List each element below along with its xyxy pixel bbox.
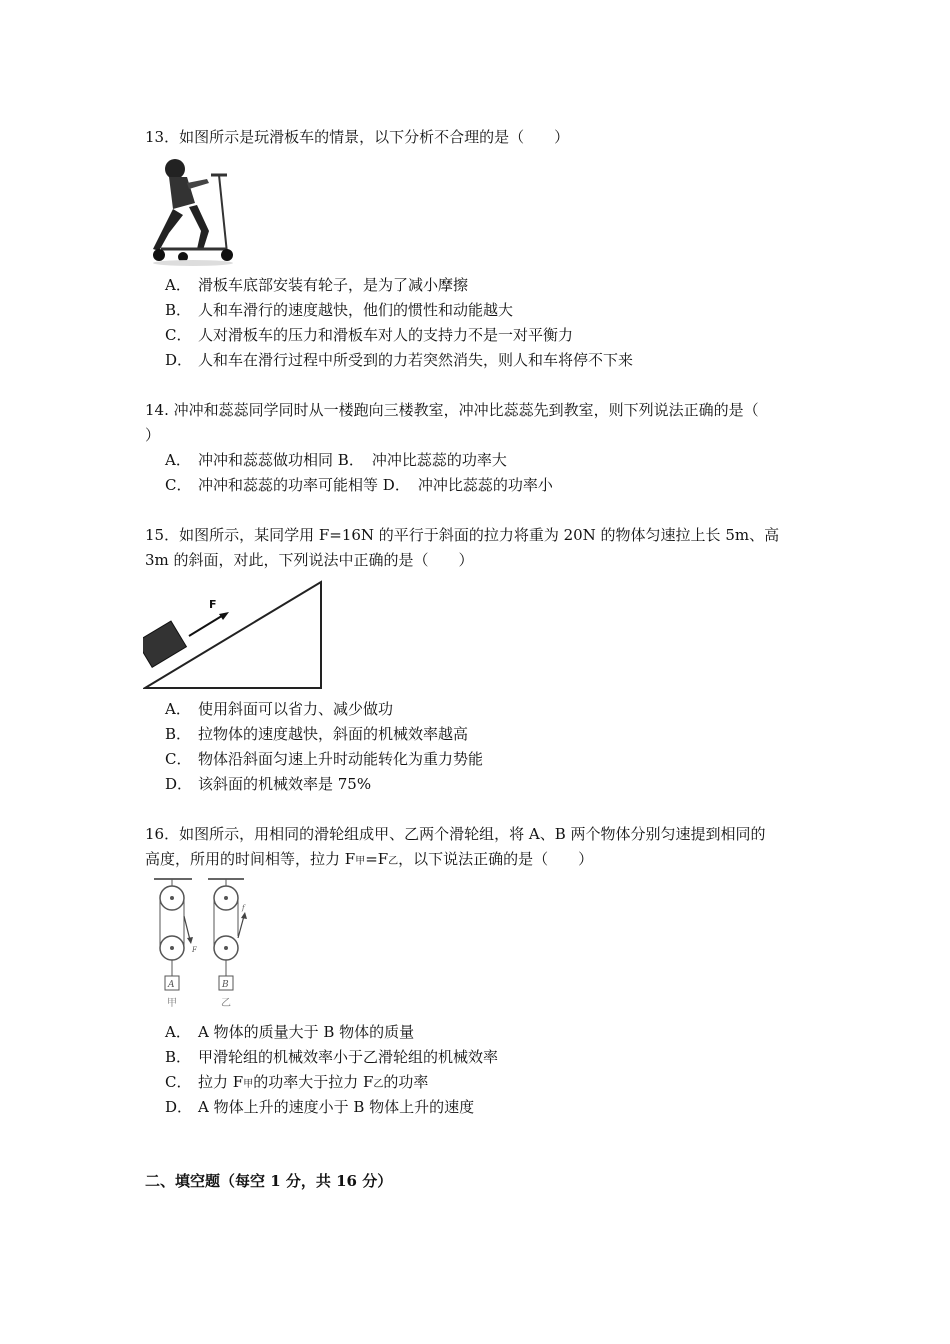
q15-stem-line2: 3m 的斜面，对此，下列说法中正确的是（ ） bbox=[145, 551, 474, 569]
pulley-label-jia: 甲 bbox=[167, 998, 177, 1009]
q15-option-d[interactable]: D． 该斜面的机械效率是 75% bbox=[165, 775, 372, 793]
q14-options-row2 bbox=[165, 473, 553, 498]
q13-option-b[interactable]: B． 人和车滑行的速度越快，他们的惯性和动能越大 bbox=[165, 301, 514, 319]
incline-figure bbox=[143, 578, 325, 690]
q16-stem bbox=[145, 822, 815, 874]
q14-stem-line2: ） bbox=[145, 426, 161, 444]
incline-force-label: F bbox=[209, 598, 217, 611]
pulley-figure bbox=[148, 876, 248, 1014]
q16-stem-line2: 高度，所用的时间相等，拉力 F甲=F乙，以下说法正确的是（ ） bbox=[145, 850, 594, 868]
q16-stem-line1: 16．如图所示，用相同的滑轮组成甲、乙两个滑轮组，将 A、B 两个物体分别匀速提到相同的 bbox=[145, 825, 766, 843]
q14-option-c[interactable]: C． 冲冲和蕊蕊的功率可能相等 bbox=[165, 476, 379, 494]
q15-option-b[interactable]: B． 拉物体的速度越快，斜面的机械效率越高 bbox=[165, 725, 469, 743]
q16-option-a[interactable]: A． A 物体的质量大于 B 物体的质量 bbox=[165, 1023, 415, 1041]
q13-option-c[interactable]: C． 人对滑板车的压力和滑板车对人的支持力不是一对平衡力 bbox=[165, 326, 574, 344]
pulley-force-label-jia: F bbox=[192, 946, 197, 954]
q15-option-a[interactable]: A． 使用斜面可以省力、减少做功 bbox=[165, 700, 394, 718]
q14-stem-line1: 14. 冲冲和蕊蕊同学同时从一楼跑向三楼教室，冲冲比蕊蕊先到教室，则下列说法正确的是（ bbox=[145, 401, 759, 419]
q15-stem-line1: 15．如图所示，某同学用 F=16N 的平行于斜面的拉力将重为 20N 的物体匀速拉上长 5m、高 bbox=[145, 526, 780, 544]
q15-option-c[interactable]: C． 物体沿斜面匀速上升时动能转化为重力势能 bbox=[165, 750, 484, 768]
q14-option-a[interactable]: A． 冲冲和蕊蕊做功相同 bbox=[165, 451, 334, 469]
scooter-figure bbox=[143, 153, 239, 269]
q13-option-a[interactable]: A． 滑板车底部安装有轮子，是为了减小摩擦 bbox=[165, 276, 469, 294]
q16-option-b[interactable]: B． 甲滑轮组的机械效率小于乙滑轮组的机械效率 bbox=[165, 1048, 499, 1066]
pulley-box-b: B bbox=[222, 980, 229, 990]
q13-option-d[interactable]: D． 人和车在滑行过程中所受到的力若突然消失，则人和车将停不下来 bbox=[165, 351, 634, 369]
q14-option-d[interactable]: D． 冲冲比蕊蕊的功率小 bbox=[382, 476, 553, 494]
pulley-box-a: A bbox=[168, 980, 175, 990]
pulley-force-label-yi: f bbox=[242, 904, 245, 912]
q16-option-c[interactable]: C． 拉力 F甲的功率大于拉力 F乙的功率 bbox=[165, 1073, 429, 1091]
q15-stem bbox=[145, 523, 815, 573]
q14-option-b[interactable]: B． 冲冲比蕊蕊的功率大 bbox=[337, 451, 507, 469]
q16-option-d[interactable]: D． A 物体上升的速度小于 B 物体上升的速度 bbox=[165, 1098, 475, 1116]
pulley-label-yi: 乙 bbox=[221, 998, 231, 1009]
q14-options-row1 bbox=[165, 448, 507, 473]
q13-stem: 13．如图所示是玩滑板车的情景，以下分析不合理的是（ ） bbox=[145, 128, 570, 146]
section2-title: 二、填空题（每空 1 分，共 16 分） bbox=[145, 1172, 393, 1190]
q14-stem bbox=[145, 398, 815, 448]
